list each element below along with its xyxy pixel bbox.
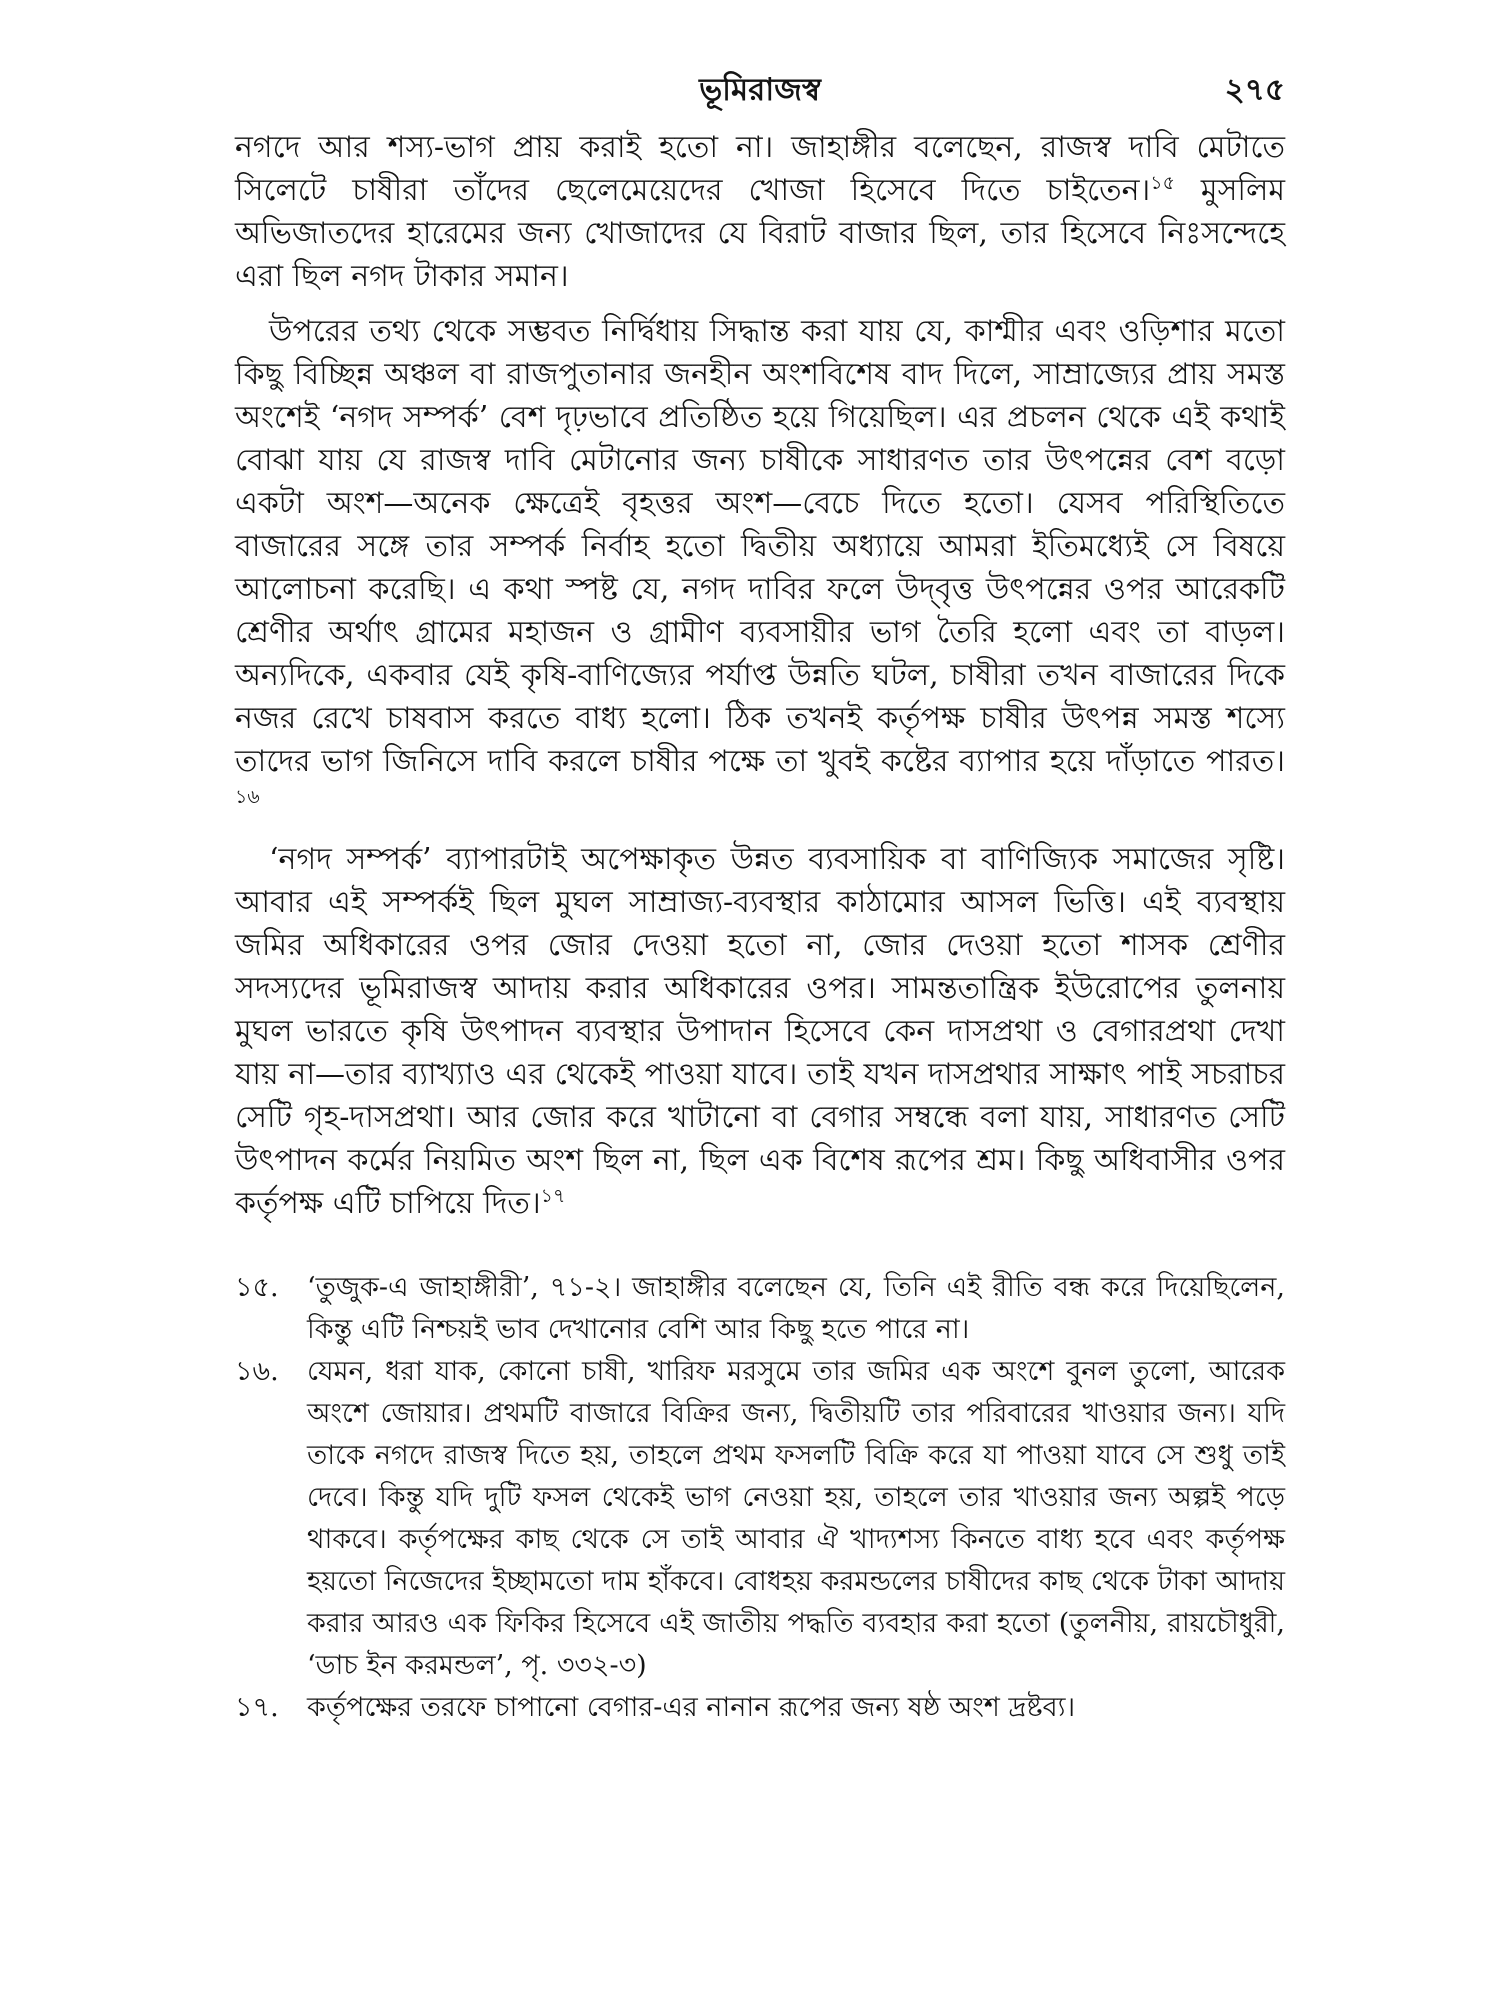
running-header xyxy=(235,60,1285,116)
book-page xyxy=(235,60,1285,1960)
footnote-reference: ১৬ xyxy=(235,786,260,808)
page-title: ভূমিরাজস্ব xyxy=(699,72,821,108)
footnote-text: যেমন, ধরা যাক, কোনো চাষী, খারিফ মরসুমে তার জমির এক অংশে বুনল তুলো, আরেক অংশে জোয়ার। প্রথমটি বাজারে বিক্রির জন্য, দ্বিতীয়টি তার পরিবারের খাওয়ার জন্য। যদি তাকে নগদে রাজস্ব দিতে হয়, তাহলে প্রথম ফসলটি বিক্রি করে যা পাওয়া যাবে সে শুধু তাই দেবে। কিন্তু যদি দুটি ফসল থেকেই ভাগ নেওয়া হয়, তাহলে তার খাওয়ার জন্য অল্পই পড়ে থাকবে। কর্তৃপক্ষের কাছ থেকে সে তাই আবার ঐ খাদ্যশস্য কিনতে বাধ্য হবে এবং কর্তৃপক্ষ হয়তো নিজেদের ইচ্ছামতো দাম হাঁকবে। বোধহয় করমন্ডলের চাষীদের কাছ থেকে টাকা আদায় করার আরও এক ফিকির হিসেবে এই জাতীয় পদ্ধতি ব্যবহার করা হতো (তুলনীয়, রায়চৌধুরী, ‘ডাচ ইন করমন্ডল’, পৃ. ৩৩২-৩) xyxy=(307,1356,1285,1681)
footnote-text: ‘তুজুক-এ জাহাঙ্গীরী’, ৭১-২। জাহাঙ্গীর বলেছেন যে, তিনি এই রীতি বন্ধ করে দিয়েছিলেন, কিন্তু এটি নিশ্চয়ই ভাব দেখানোর বেশি আর কিছু হতে পারে না। xyxy=(307,1272,1285,1345)
footnote-text: কর্তৃপক্ষের তরফে চাপানো বেগার-এর নানান রূপের জন্য ষষ্ঠ অংশ দ্রষ্টব্য। xyxy=(307,1692,1076,1723)
footnote-reference: ১৭ xyxy=(540,1185,566,1207)
footnote-reference: ১৫ xyxy=(1150,172,1175,194)
paragraph-text: নগদে আর শস্য-ভাগ প্রায় করাই হতো না। জাহাঙ্গীর বলেছেন, রাজস্ব দাবি মেটাতে সিলেটে চাষীরা তাঁদের ছেলেমেয়েদের খোজা হিসেবে দিতে চাইতেন। xyxy=(235,130,1285,208)
footnote xyxy=(235,1267,1285,1351)
footnote xyxy=(235,1351,1285,1687)
footnote xyxy=(235,1687,1285,1729)
paragraph-text: উপরের তথ্য থেকে সম্ভবত নির্দ্বিধায় সিদ্ধান্ত করা যায় যে, কাশ্মীর এবং ওড়িশার মতো কিছু বিচ্ছিন্ন অঞ্চল বা রাজপুতানার জনহীন অংশবিশেষ বাদ দিলে, সাম্রাজ্যের প্রায় সমস্ত অংশেই ‘নগদ সম্পর্ক’ বেশ দৃঢ়ভাবে প্রতিষ্ঠিত হয়ে গিয়েছিল। এর প্রচলন থেকে এই কথাই বোঝা যায় যে রাজস্ব দাবি মেটানোর জন্য চাষীকে সাধারণত তার উৎপন্নের বেশ বড়ো একটা অংশ—অনেক ক্ষেত্রেই বৃহত্তর অংশ—বেচে দিতে হতো। যেসব পরিস্থিতিতে বাজারের সঙ্গে তার সম্পর্ক নির্বাহ হতো দ্বিতীয় অধ্যায়ে আমরা ইতিমধ্যেই সে বিষয়ে আলোচনা করেছি। এ কথা স্পষ্ট যে, নগদ দাবির ফলে উদ্‌বৃত্ত উৎপন্নের ওপর আরেকটি শ্রেণীর অর্থাৎ গ্রামের মহাজন ও গ্রামীণ ব্যবসায়ীর ভাগ তৈরি হলো এবং তা বাড়ল। অন্যদিকে, একবার যেই কৃষি-বাণিজ্যের পর্যাপ্ত উন্নতি ঘটল, চাষীরা তখন বাজারের দিকে নজর রেখে চাষবাস করতে বাধ্য হলো। ঠিক তখনই কর্তৃপক্ষ চাষীর উৎপন্ন সমস্ত শস্যে তাদের ভাগ জিনিসে দাবি করলে চাষীর পক্ষে তা খুবই কষ্টের ব্যাপার হয়ে দাঁড়াতে পারত। xyxy=(235,314,1285,779)
paragraph xyxy=(235,310,1285,826)
paragraph-text: ‘নগদ সম্পর্ক’ ব্যাপারটাই অপেক্ষাকৃত উন্নত ব্যবসায়িক বা বাণিজ্যিক সমাজের সৃষ্টি। আবার এই সম্পর্কই ছিল মুঘল সাম্রাজ্য-ব্যবস্থার কাঠামোর আসল ভিত্তি। এই ব্যবস্থায় জমির অধিকারের ওপর জোর দেওয়া হতো না, জোর দেওয়া হতো শাসক শ্রেণীর সদস্যদের ভূমিরাজস্ব আদায় করার অধিকারের ওপর। সামন্ততান্ত্রিক ইউরোপের তুলনায় মুঘল ভারতে কৃষি উৎপাদন ব্যবস্থার উপাদান হিসেবে কেন দাসপ্রথা ও বেগারপ্রথা দেখা যায় না—তার ব্যাখ্যাও এর থেকেই পাওয়া যাবে। তাই যখন দাসপ্রথার সাক্ষাৎ পাই সচরাচর সেটি গৃহ-দাসপ্রথা। আর জোর করে খাটানো বা বেগার সম্বন্ধে বলা যায়, সাধারণত সেটি উৎপাদন কর্মের নিয়মিত অংশ ছিল না, ছিল এক বিশেষ রূপের শ্রম। কিছু অধিবাসীর ওপর কর্তৃপক্ষ এটি চাপিয়ে দিত। xyxy=(235,842,1285,1221)
footnotes xyxy=(235,1267,1285,1729)
footnote-number: ১৫. xyxy=(235,1272,279,1303)
paragraph xyxy=(235,126,1285,298)
page-number: ২৭৫ xyxy=(1224,72,1285,108)
footnote-number: ১৬. xyxy=(235,1356,279,1387)
paragraph xyxy=(235,838,1285,1225)
paragraph-text: মুসলিম অভিজাতদের হারেমের জন্য খোজাদের যে বিরাট বাজার ছিল, তার হিসেবে নিঃসন্দেহে এরা ছিল নগদ টাকার সমান। xyxy=(235,173,1286,294)
body-text xyxy=(235,126,1285,1225)
footnote-number: ১৭. xyxy=(235,1692,279,1723)
